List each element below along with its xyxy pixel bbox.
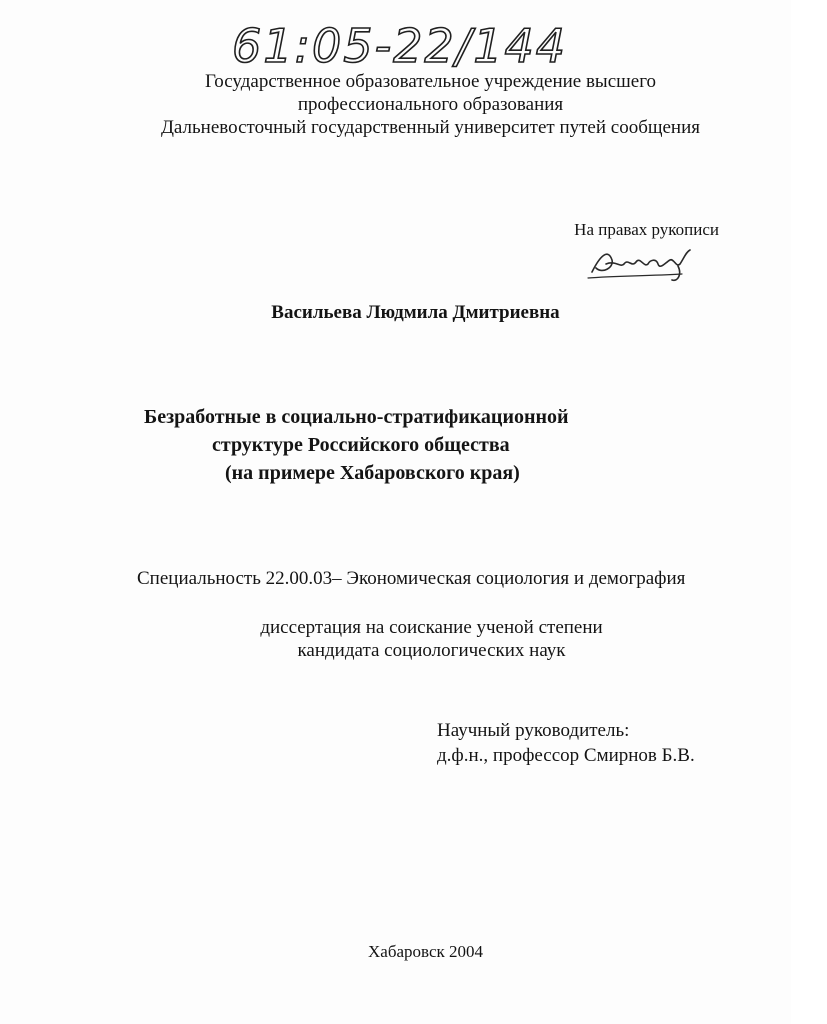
- institution-line-1: Государственное образовательное учреждение высшего: [204, 71, 657, 92]
- title-line-2: структуре Российского общества: [212, 434, 510, 456]
- supervisor-name: д.ф.н., профессор Смирнов Б.В.: [437, 745, 695, 766]
- author-signature: [586, 238, 698, 284]
- institution-line-2: профессионального образования: [297, 94, 564, 115]
- author-name: Васильева Людмила Дмитриевна: [271, 302, 560, 323]
- speciality-line: Специальность 22.00.03– Экономическая социология и демография: [137, 568, 686, 589]
- supervisor-label: Научный руководитель:: [437, 720, 630, 741]
- supervisor-block: [437, 718, 695, 768]
- title-line-3: (на примере Хабаровского края): [225, 462, 520, 484]
- city-year: Хабаровск 2004: [368, 942, 483, 961]
- archive-code-text: 61:05-22/144: [232, 19, 567, 73]
- dissertation-title: [140, 403, 640, 487]
- degree-line-1: диссертация на соискание ученой степени: [260, 617, 603, 638]
- institution-line-3: Дальневосточный государственный университет путей сообщения: [160, 117, 701, 138]
- archive-code-handwritten: [228, 12, 567, 74]
- title-line-1: Безработные в социально-стратификационной: [144, 406, 569, 428]
- manuscript-rights-note: На правах рукописи: [574, 220, 719, 239]
- degree-line-2: кандидата социологических наук: [297, 640, 566, 661]
